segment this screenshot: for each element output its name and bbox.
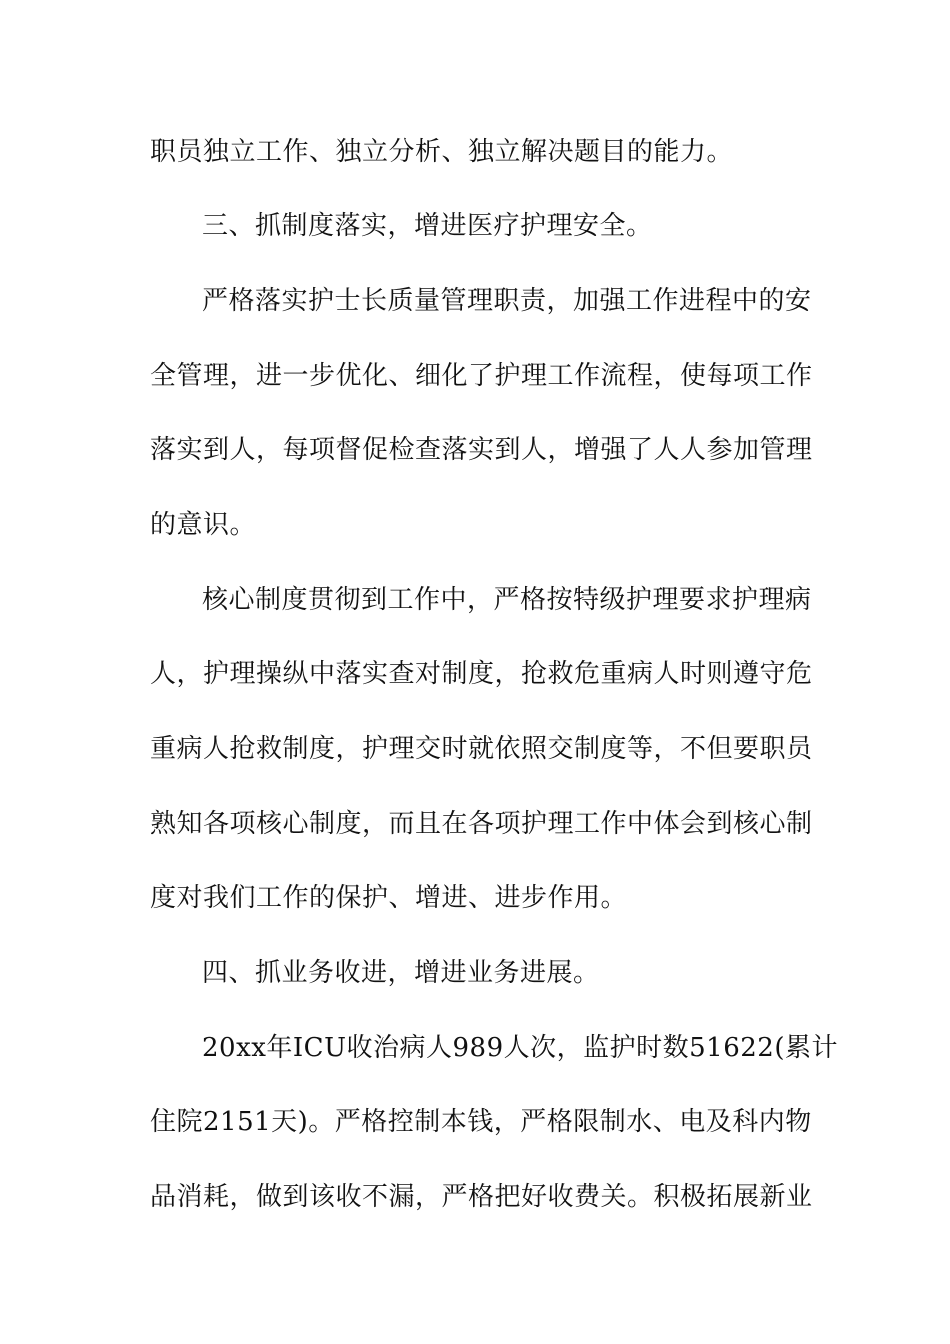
text-line: 严格落实护士长质量管理职责，加强工作进程中的安 [202,286,812,316]
text-line: 度对我们工作的保护、增进、进步作用。 [150,883,628,913]
section-heading: 三、抓制度落实，增进医疗护理安全。 [202,211,653,241]
text-line: 重病人抢救制度，护理交时就依照交制度等，不但要职员 [150,734,813,764]
text-line: 核心制度贯彻到工作中，严格按特级护理要求护理病 [202,585,812,615]
section-heading: 四、抓业务收进，增进业务进展。 [202,958,600,988]
text-line: 住院2151天)。严格控制本钱，严格限制水、电及科内物 [150,1107,812,1137]
text-line: 品消耗，做到该收不漏，严格把好收费关。积极拓展新业 [150,1182,813,1212]
text-line: 全管理，进一步优化、细化了护理工作流程，使每项工作 [150,361,813,391]
text-line: 职员独立工作、独立分析、独立解决题目的能力。 [150,137,734,167]
text-line: 熟知各项核心制度，而且在各项护理工作中体会到核心制 [150,809,813,839]
text-line: 落实到人，每项督促检查落实到人，增强了人人参加管理 [150,435,813,465]
text-line: 人，护理操纵中落实查对制度，抢救危重病人时则遵守危 [150,659,813,689]
text-line: 20xx年ICU收治病人989人次，监护时数51622(累计 [202,1033,838,1063]
text-line: 的意识。 [150,510,257,540]
